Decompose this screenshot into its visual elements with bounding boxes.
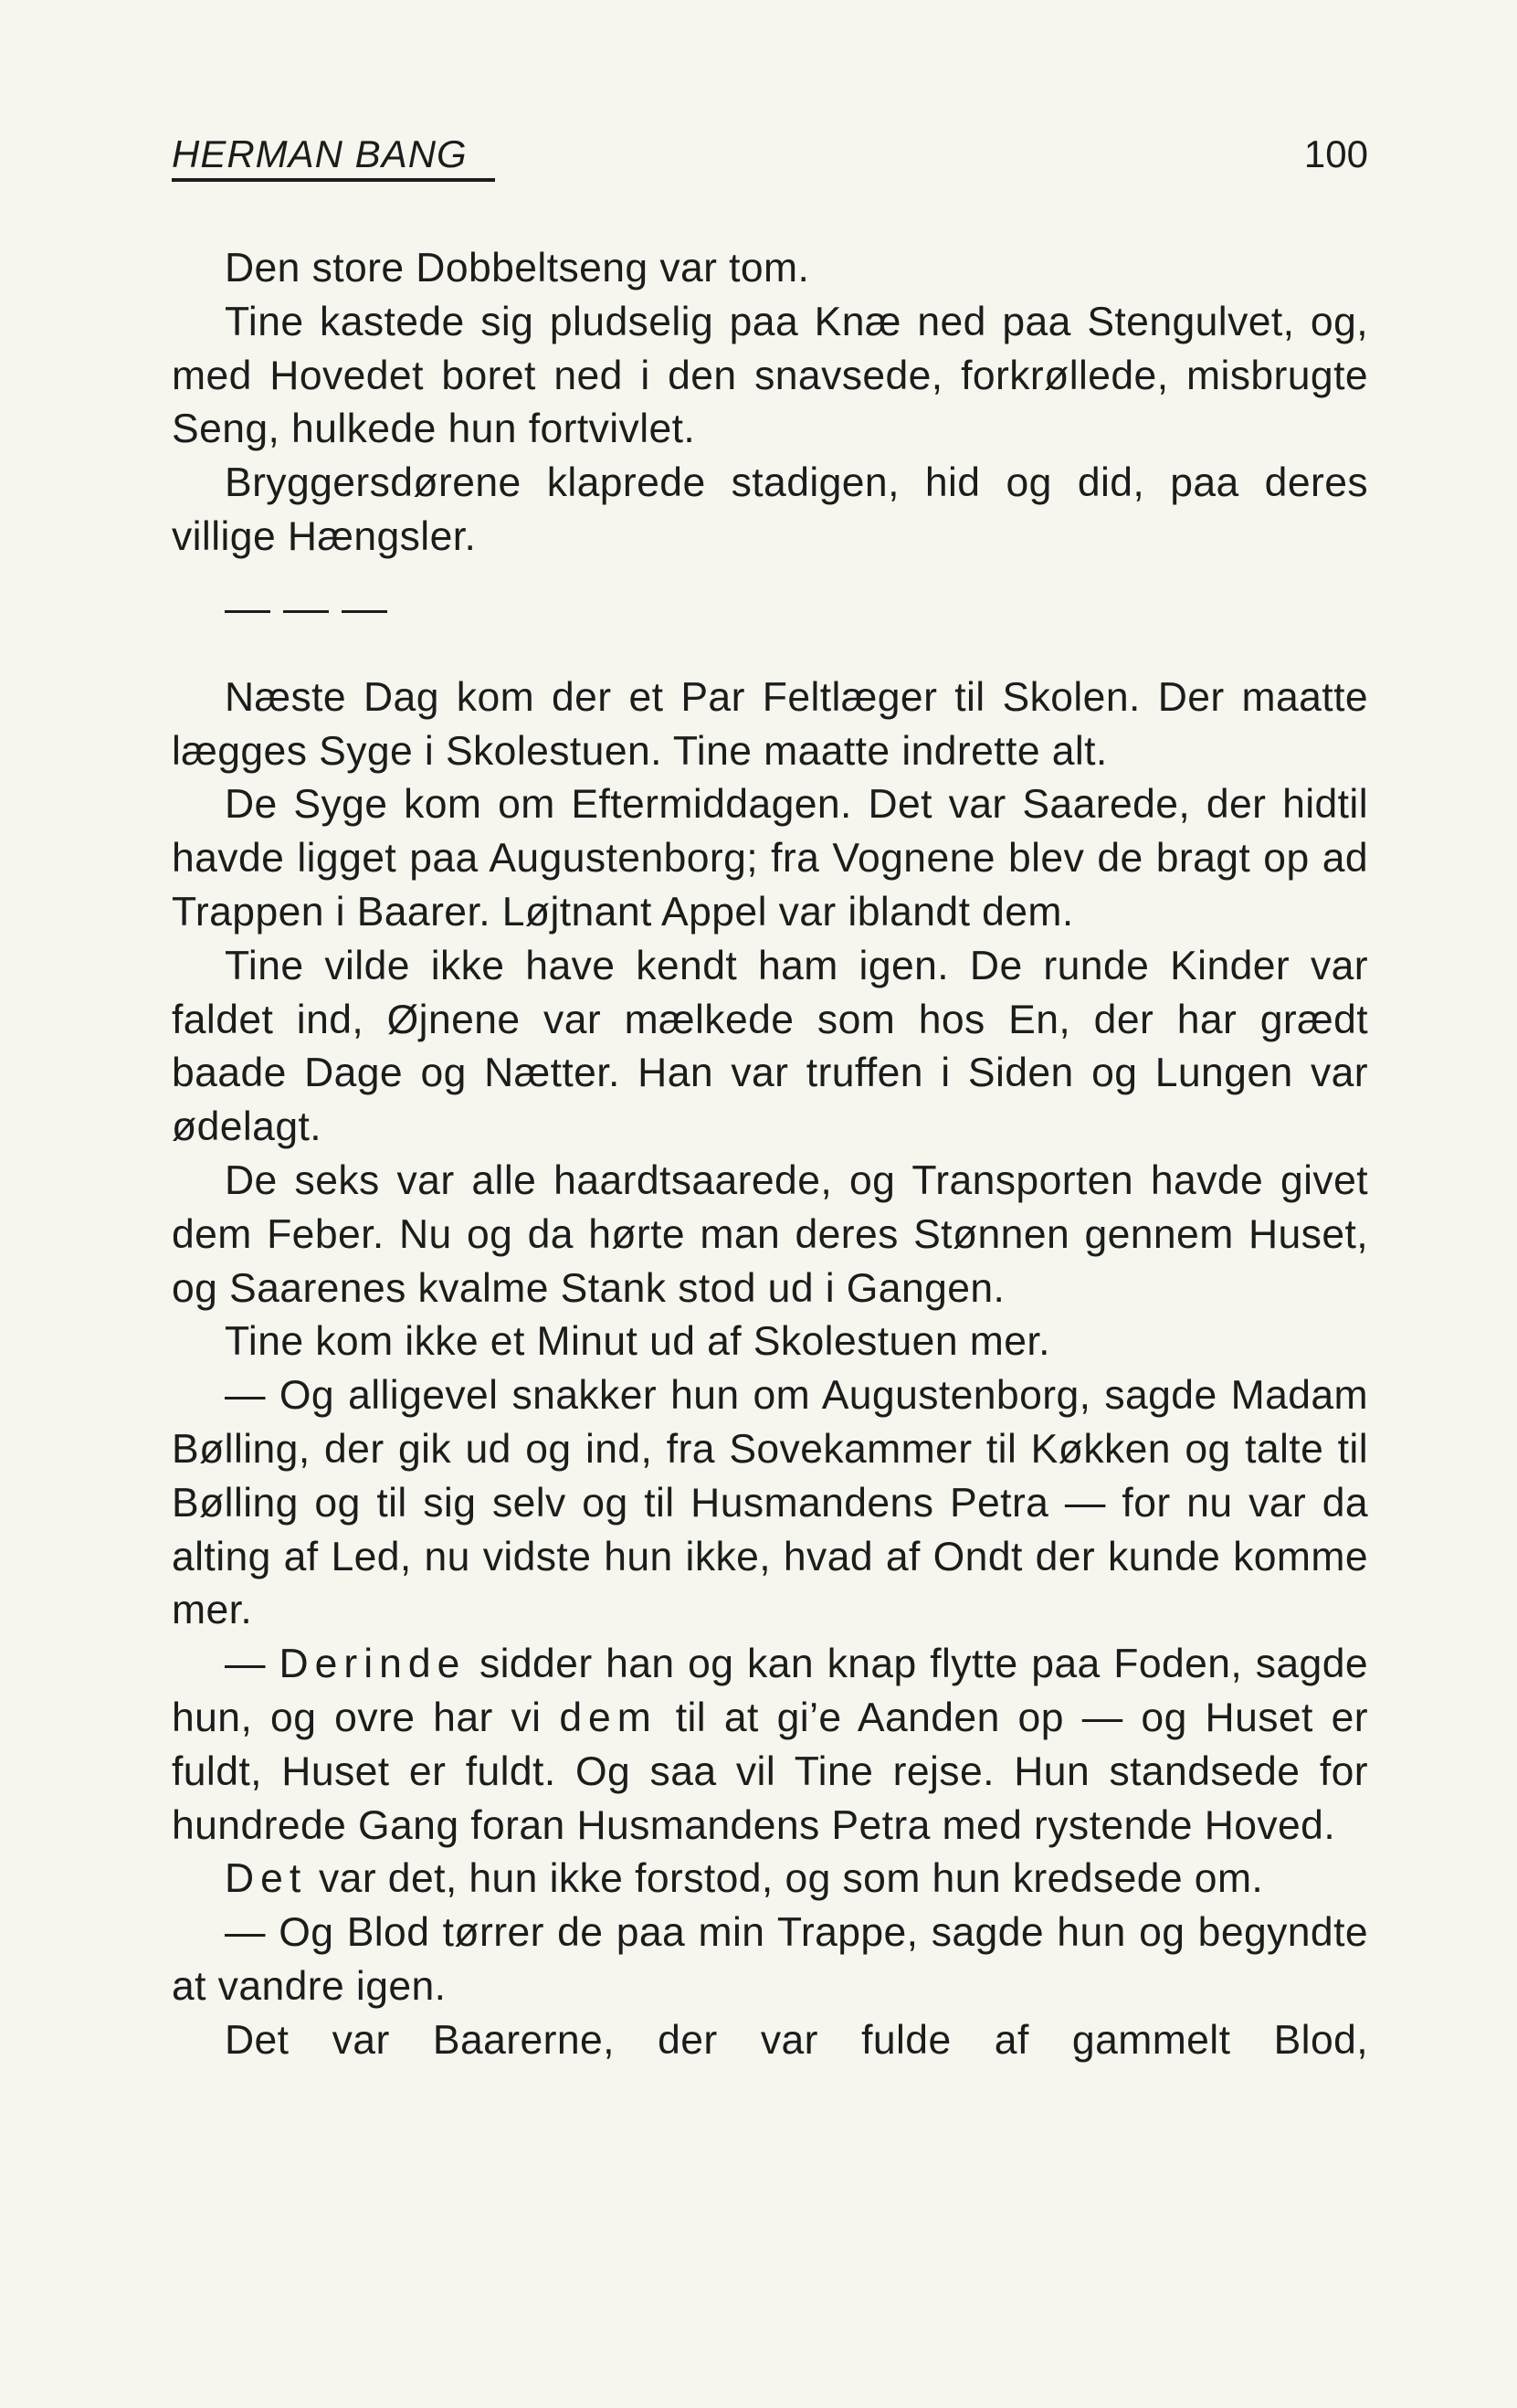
paragraph-text: til at gi’e Aanden op — og Huset er fuldt, Huset er fuldt. Og saa vil Tine rejse. Hun standsede for hundrede Gang foran Husmandens Petra med rystende Hoved. — [172, 1695, 1369, 1848]
spaced-word: Derinde — [279, 1642, 467, 1687]
paragraph: Næste Dag kom der et Par Feltlæger til Skolen. Der maatte lægges Syge i Skolestuen. Tine maatte indrette alt. — [172, 674, 1368, 774]
separator-dash — [283, 610, 329, 613]
paragraph: De Syge kom om Eftermiddagen. Det var Saarede, der hidtil havde ligget paa Augustenborg; fra Vognene blev de bragt op ad Trappen i Baarer. Løjtnant Appel var iblandt dem. — [172, 782, 1368, 935]
spaced-word: dem — [559, 1695, 658, 1740]
paragraph-det — [172, 1853, 1368, 1906]
dialogue-dash: — — [225, 1642, 266, 1687]
paragraph: Tine kastede sig pludselig paa Knæ ned paa Stengulvet, og, med Hovedet boret ned i den snavsede, forkrøllede, misbrugte Seng, hulkede hun fortvivlet. — [172, 299, 1368, 452]
running-header — [172, 131, 1368, 185]
spaced-word: Det — [225, 1856, 308, 1902]
page-body — [172, 242, 1368, 2068]
paragraph-derinde — [172, 1638, 1368, 1853]
paragraph: Den store Dobbeltseng var tom. — [225, 246, 810, 290]
paragraph: De seks var alle haardtsaarede, og Transporten havde givet dem Feber. Nu og da hørte man deres Stønnen gennem Huset, og Saarenes kvalme Stank stod ud i Gangen. — [172, 1157, 1368, 1311]
separator-dash — [225, 610, 270, 613]
paragraph: — Og alligevel snakker hun om Augustenborg, sagde Madam Bølling, der gik ud og ind, fra Sovekammer til Køkken og talte til Bølling og til sig selv og til Husmandens Petra — for nu var da alting af Led, nu vidste hun ikke, hvad af Ondt der kunde komme mer. — [172, 1373, 1368, 1633]
paragraph: Bryggersdørene klaprede stadigen, hid og did, paa deres villige Hængsler. — [172, 460, 1368, 559]
paragraph: Tine vilde ikke have kendt ham igen. De runde Kinder var faldet ind, Øjnene var mælkede som hos En, der har grædt baade Dage og Nætter. Han var truffen i Siden og Lungen var ødelagt. — [172, 943, 1368, 1150]
paragraph: Tine kom ikke et Minut ud af Skolestuen mer. — [225, 1319, 1050, 1365]
paragraph-text: var det, hun ikke forstod, og som hun kredsede om. — [319, 1856, 1264, 1902]
section-separator — [172, 565, 1368, 671]
paragraph-text: sidder han og kan knap flytte paa Foden, sagde hun, og ovre har vi — [172, 1642, 1369, 1740]
running-head-author: HERMAN BANG — [172, 131, 495, 182]
paragraph: Det var Baarerne, der var fulde af gammelt Blod, — [225, 2017, 1368, 2063]
page-number: 100 — [1303, 132, 1368, 175]
paragraph: — Og Blod tørrer de paa min Trappe, sagde hun og begyndte at vandre igen. — [172, 1910, 1368, 2009]
separator-dash — [342, 610, 387, 613]
